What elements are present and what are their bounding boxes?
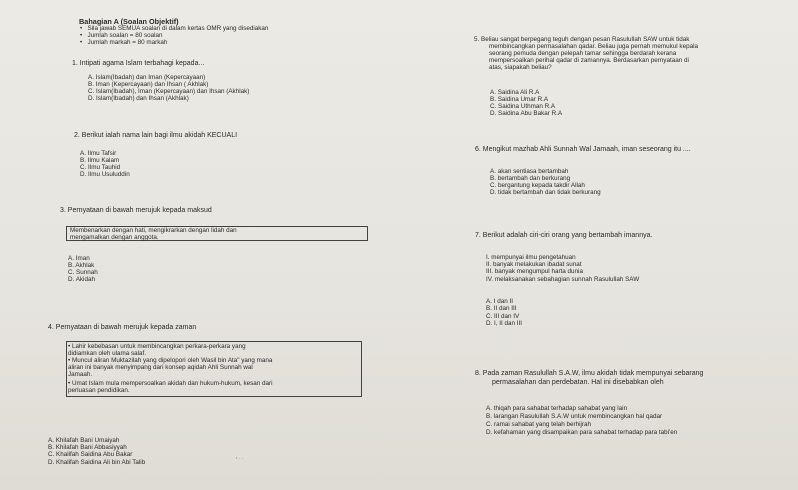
instruction-bullet: • Sila jawab SEMUA soalan di dalam kertas OMR yang disediakan — [80, 25, 269, 32]
q4-statement-line: • Muncul aliran Muktazilah yang dipelopori oleh Wasil bin Ata" yang mana — [68, 357, 273, 364]
instruction-text: Jumlah markah = 80 markah — [87, 39, 168, 46]
q8-option-c[interactable]: C. ramai sahabat yang telah berhijrah — [486, 421, 592, 428]
q6-option-c[interactable]: C. bergantung kepada takdir Allah — [490, 182, 585, 189]
instruction-bullet: • Jumlah markah = 80 markah — [80, 39, 168, 46]
question-4-stem: 4. Pernyataan di bawah merujuk kepada zaman — [48, 324, 197, 331]
q4-statement-line: didiamkan oleh ulama salaf. — [68, 350, 147, 357]
question-5-stem: mempersoalkan perihal qadar di zamannya. Berdasarkan pernyataan di — [489, 57, 689, 64]
question-5-stem: membincangkan permasalahan qadar. Beliau juga pernah memukul kepala — [489, 43, 698, 50]
q2-option-b[interactable]: B. Ilmu Kalam — [80, 157, 120, 164]
q3-option-d[interactable]: D. Akidah — [68, 276, 95, 283]
q8-option-d[interactable]: D. kefahaman yang disampaikan para sahabat terhadap para tabi'en — [486, 429, 678, 436]
question-5-stem: seorang pemuda dengan pelepah tamar sehingga berdarah kerana — [489, 50, 677, 57]
q1-option-c[interactable]: C. Islam(Ibadah), Iman (Kepercayaan) dan Ihsan (Akhlak) — [88, 88, 250, 95]
q5-option-d[interactable]: D. Saidina Abu Bakar R.A — [490, 110, 563, 117]
q5-option-c[interactable]: C. Saidina Uthman R.A — [490, 103, 556, 110]
q5-option-a[interactable]: A. Saidina Ali R.A — [490, 89, 540, 96]
question-8-stem: 8. Pada zaman Rasulullah S.A.W, ilmu akidah tidak mempunyai sebarang — [475, 370, 704, 377]
q7-statement-iv: IV. melaksanakan sebahagian sunnah Rasulullah SAW — [486, 276, 640, 283]
question-8-stem: permasalahan dan perdebatan. Hal ini disebabkan oleh — [492, 379, 664, 386]
q1-option-a[interactable]: A. Islam(Ibadah) dan Iman (Kepercayaan) — [88, 74, 206, 81]
q2-option-c[interactable]: C. Ilmu Tauhid — [80, 164, 121, 171]
section-title: Bahagian A (Soalan Objektif) — [79, 17, 179, 26]
q4-statement-line: • Umat Islam mula mempersoalkan akidah dan hukum-hukum, kesan dari — [68, 380, 273, 387]
q2-option-d[interactable]: D. Ilmu Usuluddin — [80, 171, 130, 178]
question-6-stem: 6. Mengikut mazhab Ahli Sunnah Wal Jamaah, iman seseorang itu .... — [475, 146, 691, 153]
q4-option-b[interactable]: B. Khilafah Bani Abbasiyyah — [48, 444, 127, 451]
q2-option-a[interactable]: A. Ilmu Tafsir — [80, 150, 117, 157]
q6-option-b[interactable]: B. bertambah dan berkurang — [490, 175, 571, 182]
q7-statement-ii: II. banyak melakukan ibadat sunat — [486, 261, 582, 268]
q4-option-a[interactable]: A. Khilafah Bani Umaiyah — [48, 437, 120, 444]
instruction-text: Jumlah soalan = 80 soalan — [87, 32, 163, 39]
q1-option-d[interactable]: D. Islam(Ibadah) dan Ihsan (Akhlak) — [88, 95, 189, 102]
question-3-stem: 3. Pernyataan di bawah merujuk kepada maksud — [60, 207, 212, 214]
instruction-bullet: • Jumlah soalan = 80 soalan — [80, 32, 163, 39]
q7-option-a[interactable]: A. I dan II — [486, 298, 513, 305]
q4-option-d[interactable]: D. Khalifah Saidina Ali bin Abi Talib — [48, 459, 146, 466]
question-1-stem: 1. Intipati agama Islam terbahagi kepada... — [72, 60, 205, 67]
q7-option-b[interactable]: B. II dan III — [486, 305, 517, 312]
q4-option-c[interactable]: C. Khalifah Saidina Abu Bakar — [48, 451, 133, 458]
instruction-text: Sila jawab SEMUA soalan di dalam kertas OMR yang disediakan — [87, 25, 269, 32]
q1-option-b[interactable]: B. Iman (Kepercayaan) dan Ihsan ( Akhlak) — [88, 81, 209, 88]
q7-statement-i: I. mempunyai ilmu pengetahuan — [486, 254, 576, 261]
q6-option-d[interactable]: D. tidak bertambah dan tidak berkurang — [490, 189, 601, 196]
q4-statement-line: perluasan pendidikan. — [68, 387, 130, 394]
q3-option-b[interactable]: B. Akhlak — [68, 262, 95, 269]
q8-option-b[interactable]: B. larangan Rasulullah S.A.W untuk membincangkan hal qadar — [486, 413, 663, 420]
q3-option-a[interactable]: A. Iman — [68, 255, 90, 262]
q3-statement-line: mengamalkan dengan anggota. — [70, 234, 159, 241]
q5-option-b[interactable]: B. Saidina Umar R.A — [490, 96, 549, 103]
q6-option-a[interactable]: A. akan sentiasa bertambah — [490, 168, 569, 175]
question-5-stem: 5. Beliau sangat berpegang teguh dengan pesan Rasulullah SAW untuk tidak — [474, 36, 690, 43]
q8-option-a[interactable]: A. thiqah para sahabat terhadap sahabat yang lain — [486, 405, 628, 412]
q7-option-d[interactable]: D. I, II dan III — [486, 320, 523, 327]
q7-option-c[interactable]: C. III dan IV — [486, 313, 520, 320]
pencil-mark-icon: ʳ · · — [236, 456, 244, 462]
q4-statement-line: aliran ini banyak menyimpang dari konsep aqidah Ahli Sunnah wal — [68, 364, 253, 371]
q7-statement-iii: III. banyak mengumpul harta dunia — [486, 268, 583, 275]
q3-option-c[interactable]: C. Sunnah — [68, 269, 98, 276]
question-5-stem: atas, siapakah beliau? — [489, 64, 552, 71]
q4-statement-line: Jamaah. — [68, 371, 93, 378]
q4-statement-line: • Lahir kebebasan untuk membincangkan perkara-perkara yang — [68, 343, 246, 350]
q3-statement-line: Membenarkan dengan hati, mengikrarkan dengan lidah dan — [70, 227, 237, 234]
question-7-stem: 7. Berikut adalah ciri-ciri orang yang bertambah imannya. — [475, 232, 653, 239]
question-2-stem: 2. Berikut ialah nama lain bagi ilmu akidah KECUALI — [74, 132, 238, 139]
